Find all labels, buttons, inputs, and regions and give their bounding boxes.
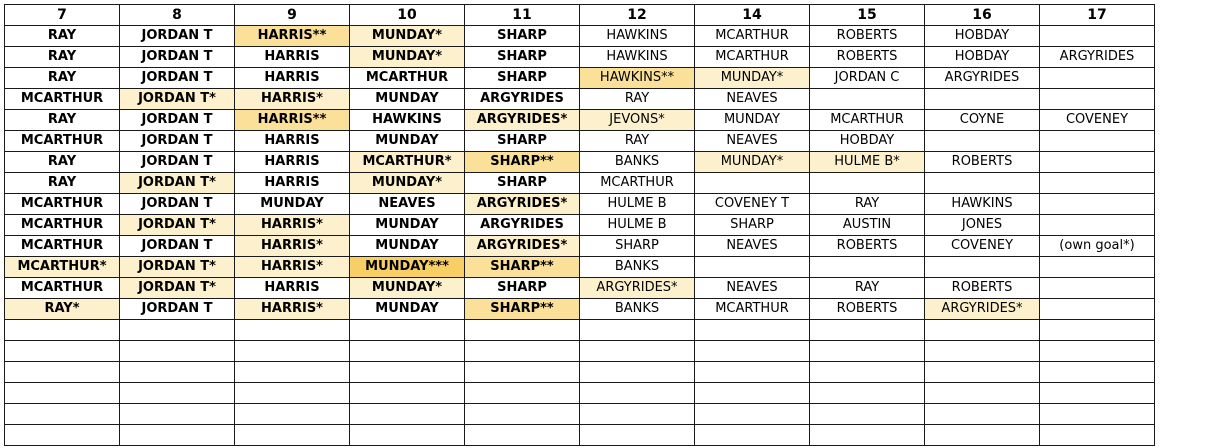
- table-cell[interactable]: RAY: [810, 194, 925, 215]
- table-cell[interactable]: MUNDAY*: [350, 26, 465, 47]
- table-cell[interactable]: BANKS: [580, 299, 695, 320]
- table-cell[interactable]: [235, 341, 350, 362]
- table-cell[interactable]: [1040, 278, 1155, 299]
- table-cell[interactable]: RAY: [810, 278, 925, 299]
- table-cell[interactable]: MCARTHUR*: [5, 257, 120, 278]
- table-cell[interactable]: [465, 320, 580, 341]
- table-cell[interactable]: HOBDAY: [925, 26, 1040, 47]
- table-cell[interactable]: MUNDAY*: [350, 278, 465, 299]
- table-cell[interactable]: JORDAN T: [120, 68, 235, 89]
- table-cell[interactable]: JORDAN C: [810, 68, 925, 89]
- column-header[interactable]: 10: [350, 5, 465, 26]
- table-cell[interactable]: [580, 320, 695, 341]
- table-cell[interactable]: HAWKINS: [580, 26, 695, 47]
- table-cell[interactable]: BANKS: [580, 257, 695, 278]
- table-cell[interactable]: SHARP: [465, 173, 580, 194]
- table-row: [5, 278, 1155, 299]
- table-cell[interactable]: MUNDAY: [235, 194, 350, 215]
- table-cell[interactable]: [465, 383, 580, 404]
- table-cell[interactable]: MCARTHUR: [350, 68, 465, 89]
- table-cell[interactable]: [1040, 131, 1155, 152]
- table-cell[interactable]: [465, 341, 580, 362]
- table-cell[interactable]: MUNDAY: [350, 89, 465, 110]
- table-cell[interactable]: JORDAN T: [120, 47, 235, 68]
- column-header[interactable]: 17: [1040, 5, 1155, 26]
- table-cell[interactable]: [695, 257, 810, 278]
- table-cell[interactable]: HARRIS: [235, 68, 350, 89]
- table-cell[interactable]: MUNDAY*: [350, 47, 465, 68]
- table-cell[interactable]: RAY: [5, 68, 120, 89]
- squad-grid: [4, 4, 1155, 446]
- table-cell[interactable]: NEAVES: [350, 194, 465, 215]
- table-cell[interactable]: MCARTHUR: [5, 194, 120, 215]
- table-cell[interactable]: [120, 320, 235, 341]
- table-cell[interactable]: RAY: [5, 173, 120, 194]
- table-row: [5, 110, 1155, 131]
- table-cell[interactable]: ROBERTS: [925, 152, 1040, 173]
- table-cell[interactable]: [350, 404, 465, 425]
- table-cell[interactable]: JORDAN T: [120, 110, 235, 131]
- table-cell[interactable]: HARRIS: [235, 131, 350, 152]
- table-cell[interactable]: NEAVES: [695, 89, 810, 110]
- table-cell[interactable]: [580, 383, 695, 404]
- table-cell[interactable]: HAWKINS: [925, 194, 1040, 215]
- table-cell[interactable]: [925, 320, 1040, 341]
- table-cell[interactable]: HARRIS**: [235, 26, 350, 47]
- table-cell[interactable]: COVENEY: [925, 236, 1040, 257]
- table-cell[interactable]: [235, 383, 350, 404]
- table-cell[interactable]: JORDAN T: [120, 236, 235, 257]
- table-cell[interactable]: MUNDAY*: [695, 68, 810, 89]
- table-cell[interactable]: COVENEY T: [695, 194, 810, 215]
- table-cell[interactable]: [235, 404, 350, 425]
- table-cell[interactable]: SHARP: [465, 278, 580, 299]
- table-cell[interactable]: [925, 425, 1040, 446]
- table-cell[interactable]: MUNDAY***: [350, 257, 465, 278]
- table-row: [5, 89, 1155, 110]
- table-row: [5, 215, 1155, 236]
- table-cell[interactable]: MUNDAY: [350, 299, 465, 320]
- table-cell[interactable]: ARGYRIDES: [465, 215, 580, 236]
- column-header[interactable]: 15: [810, 5, 925, 26]
- table-cell[interactable]: JORDAN T: [120, 26, 235, 47]
- table-cell[interactable]: SHARP**: [465, 299, 580, 320]
- table-cell[interactable]: MCARTHUR: [695, 299, 810, 320]
- table-cell[interactable]: [1040, 215, 1155, 236]
- table-cell[interactable]: JORDAN T: [120, 299, 235, 320]
- table-cell[interactable]: ROBERTS: [810, 236, 925, 257]
- table-cell[interactable]: JORDAN T*: [120, 173, 235, 194]
- table-cell[interactable]: HARRIS: [235, 278, 350, 299]
- table-cell[interactable]: HARRIS*: [235, 299, 350, 320]
- table-row: [5, 236, 1155, 257]
- column-header[interactable]: 12: [580, 5, 695, 26]
- table-cell[interactable]: HULME B: [580, 194, 695, 215]
- table-cell[interactable]: ROBERTS: [810, 299, 925, 320]
- table-cell[interactable]: HAWKINS: [350, 110, 465, 131]
- table-cell[interactable]: [925, 383, 1040, 404]
- table-cell[interactable]: NEAVES: [695, 236, 810, 257]
- table-cell[interactable]: JORDAN T: [120, 131, 235, 152]
- table-cell[interactable]: MCARTHUR: [5, 89, 120, 110]
- table-cell[interactable]: [810, 362, 925, 383]
- table-row: [5, 425, 1155, 446]
- table-cell[interactable]: HAWKINS: [580, 47, 695, 68]
- table-cell[interactable]: ROBERTS: [810, 47, 925, 68]
- table-cell[interactable]: MUNDAY*: [350, 173, 465, 194]
- table-cell[interactable]: [810, 341, 925, 362]
- column-header[interactable]: 11: [465, 5, 580, 26]
- table-cell[interactable]: [695, 404, 810, 425]
- table-cell[interactable]: MUNDAY: [695, 110, 810, 131]
- table-cell[interactable]: ROBERTS: [925, 278, 1040, 299]
- table-cell[interactable]: [1040, 362, 1155, 383]
- table-cell[interactable]: HARRIS*: [235, 215, 350, 236]
- table-cell[interactable]: ROBERTS: [810, 26, 925, 47]
- table-row: [5, 341, 1155, 362]
- table-row: [5, 299, 1155, 320]
- header-row: [5, 5, 1155, 26]
- table-row: [5, 383, 1155, 404]
- table-row: [5, 47, 1155, 68]
- table-cell[interactable]: JORDAN T*: [120, 89, 235, 110]
- table-cell[interactable]: ARGYRIDES*: [465, 194, 580, 215]
- table-cell[interactable]: SHARP**: [465, 152, 580, 173]
- column-header[interactable]: 9: [235, 5, 350, 26]
- table-cell[interactable]: RAY: [5, 47, 120, 68]
- table-cell[interactable]: MCARTHUR: [580, 173, 695, 194]
- table-cell[interactable]: [1040, 425, 1155, 446]
- table-cell[interactable]: [1040, 299, 1155, 320]
- table-cell[interactable]: [235, 425, 350, 446]
- table-cell[interactable]: [1040, 26, 1155, 47]
- table-cell[interactable]: [120, 425, 235, 446]
- table-row: [5, 194, 1155, 215]
- table-cell[interactable]: (own goal*): [1040, 236, 1155, 257]
- table-cell[interactable]: [925, 341, 1040, 362]
- column-header[interactable]: 8: [120, 5, 235, 26]
- table-cell[interactable]: [925, 404, 1040, 425]
- table-cell[interactable]: JORDAN T: [120, 152, 235, 173]
- table-cell[interactable]: MCARTHUR: [5, 278, 120, 299]
- table-cell[interactable]: [580, 425, 695, 446]
- table-cell[interactable]: [810, 383, 925, 404]
- table-row: [5, 362, 1155, 383]
- table-cell[interactable]: [810, 89, 925, 110]
- table-row: [5, 26, 1155, 47]
- table-cell[interactable]: HARRIS*: [235, 257, 350, 278]
- table-row: [5, 404, 1155, 425]
- table-cell[interactable]: JONES: [925, 215, 1040, 236]
- table-cell[interactable]: NEAVES: [695, 278, 810, 299]
- table-cell[interactable]: MUNDAY: [350, 131, 465, 152]
- table-cell[interactable]: ARGYRIDES*: [925, 299, 1040, 320]
- table-cell[interactable]: [1040, 320, 1155, 341]
- table-cell[interactable]: MCARTHUR: [810, 110, 925, 131]
- table-cell[interactable]: [5, 383, 120, 404]
- table-cell[interactable]: HOBDAY: [925, 47, 1040, 68]
- table-cell[interactable]: MCARTHUR*: [350, 152, 465, 173]
- table-cell[interactable]: [695, 320, 810, 341]
- table-cell[interactable]: RAY: [5, 110, 120, 131]
- table-cell[interactable]: MCARTHUR: [5, 236, 120, 257]
- table-cell[interactable]: [695, 341, 810, 362]
- table-cell[interactable]: HAWKINS**: [580, 68, 695, 89]
- table-cell[interactable]: JEVONS*: [580, 110, 695, 131]
- table-cell[interactable]: [350, 362, 465, 383]
- table-cell[interactable]: [5, 425, 120, 446]
- table-cell[interactable]: [120, 362, 235, 383]
- column-header[interactable]: 14: [695, 5, 810, 26]
- table-cell[interactable]: ARGYRIDES*: [465, 110, 580, 131]
- table-row: [5, 257, 1155, 278]
- table-cell[interactable]: [120, 383, 235, 404]
- table-cell[interactable]: JORDAN T*: [120, 215, 235, 236]
- table-cell[interactable]: HARRIS**: [235, 110, 350, 131]
- table-cell[interactable]: SHARP: [580, 236, 695, 257]
- table-cell[interactable]: HOBDAY: [810, 131, 925, 152]
- table-row: [5, 152, 1155, 173]
- table-cell[interactable]: [1040, 341, 1155, 362]
- table-cell[interactable]: MCARTHUR: [695, 47, 810, 68]
- table-cell[interactable]: [120, 404, 235, 425]
- table-cell[interactable]: [465, 362, 580, 383]
- table-cell[interactable]: [1040, 383, 1155, 404]
- table-cell[interactable]: [350, 341, 465, 362]
- table-cell[interactable]: [580, 341, 695, 362]
- table-cell[interactable]: COYNE: [925, 110, 1040, 131]
- table-cell[interactable]: [925, 257, 1040, 278]
- table-cell[interactable]: [925, 362, 1040, 383]
- table-cell[interactable]: RAY: [580, 89, 695, 110]
- table-cell[interactable]: [695, 173, 810, 194]
- table-cell[interactable]: [580, 404, 695, 425]
- table-cell[interactable]: [810, 425, 925, 446]
- table-cell[interactable]: [5, 404, 120, 425]
- table-cell[interactable]: RAY: [5, 152, 120, 173]
- table-cell[interactable]: HARRIS: [235, 152, 350, 173]
- table-cell[interactable]: [5, 362, 120, 383]
- table-cell[interactable]: [695, 362, 810, 383]
- table-cell[interactable]: NEAVES: [695, 131, 810, 152]
- table-cell[interactable]: [465, 425, 580, 446]
- table-cell[interactable]: SHARP: [695, 215, 810, 236]
- table-cell[interactable]: ARGYRIDES: [1040, 47, 1155, 68]
- table-cell[interactable]: MUNDAY: [350, 236, 465, 257]
- table-cell[interactable]: ARGYRIDES*: [465, 236, 580, 257]
- table-cell[interactable]: MCARTHUR: [695, 26, 810, 47]
- table-cell[interactable]: RAY: [5, 26, 120, 47]
- table-cell[interactable]: ARGYRIDES: [465, 89, 580, 110]
- column-header[interactable]: 7: [5, 5, 120, 26]
- table-cell[interactable]: [925, 131, 1040, 152]
- table-cell[interactable]: JORDAN T*: [120, 257, 235, 278]
- table-cell[interactable]: [1040, 194, 1155, 215]
- table-cell[interactable]: HARRIS*: [235, 236, 350, 257]
- table-cell[interactable]: [580, 362, 695, 383]
- table-cell[interactable]: MCARTHUR: [5, 131, 120, 152]
- table-cell[interactable]: [1040, 257, 1155, 278]
- table-cell[interactable]: MUNDAY*: [695, 152, 810, 173]
- table-cell[interactable]: COVENEY: [1040, 110, 1155, 131]
- table-cell[interactable]: MCARTHUR: [5, 215, 120, 236]
- table-cell[interactable]: SHARP: [465, 131, 580, 152]
- table-cell[interactable]: [1040, 89, 1155, 110]
- table-row: [5, 131, 1155, 152]
- table-cell[interactable]: [465, 404, 580, 425]
- table-cell[interactable]: SHARP: [465, 68, 580, 89]
- table-cell[interactable]: [235, 362, 350, 383]
- table-row: [5, 68, 1155, 89]
- table-cell[interactable]: [810, 404, 925, 425]
- table-cell[interactable]: [350, 320, 465, 341]
- table-cell[interactable]: ARGYRIDES*: [580, 278, 695, 299]
- table-cell[interactable]: [695, 383, 810, 404]
- column-header[interactable]: 16: [925, 5, 1040, 26]
- table-cell[interactable]: [695, 425, 810, 446]
- table-cell[interactable]: AUSTIN: [810, 215, 925, 236]
- table-cell[interactable]: [1040, 404, 1155, 425]
- table-cell[interactable]: [120, 341, 235, 362]
- table-cell[interactable]: HULME B: [580, 215, 695, 236]
- table-cell[interactable]: MUNDAY: [350, 215, 465, 236]
- table-row: [5, 173, 1155, 194]
- table-cell[interactable]: JORDAN T*: [120, 278, 235, 299]
- table-cell[interactable]: HARRIS: [235, 173, 350, 194]
- table-cell[interactable]: [1040, 173, 1155, 194]
- table-cell[interactable]: [235, 320, 350, 341]
- table-row: [5, 320, 1155, 341]
- table-cell[interactable]: BANKS: [580, 152, 695, 173]
- table-cell[interactable]: RAY*: [5, 299, 120, 320]
- table-cell[interactable]: HARRIS*: [235, 89, 350, 110]
- table-cell[interactable]: SHARP**: [465, 257, 580, 278]
- table-cell[interactable]: [1040, 68, 1155, 89]
- table-cell[interactable]: SHARP: [465, 26, 580, 47]
- table-cell[interactable]: [810, 257, 925, 278]
- table-cell[interactable]: [5, 320, 120, 341]
- table-cell[interactable]: [925, 89, 1040, 110]
- table-cell[interactable]: [1040, 152, 1155, 173]
- table-cell[interactable]: SHARP: [465, 47, 580, 68]
- table-cell[interactable]: [810, 173, 925, 194]
- table-cell[interactable]: JORDAN T: [120, 194, 235, 215]
- table-cell[interactable]: HARRIS: [235, 47, 350, 68]
- table-cell[interactable]: RAY: [580, 131, 695, 152]
- table-cell[interactable]: [925, 173, 1040, 194]
- table-cell[interactable]: [810, 320, 925, 341]
- table-cell[interactable]: ARGYRIDES: [925, 68, 1040, 89]
- table-cell[interactable]: [350, 383, 465, 404]
- table-cell[interactable]: [5, 341, 120, 362]
- table-cell[interactable]: HULME B*: [810, 152, 925, 173]
- table-cell[interactable]: [350, 425, 465, 446]
